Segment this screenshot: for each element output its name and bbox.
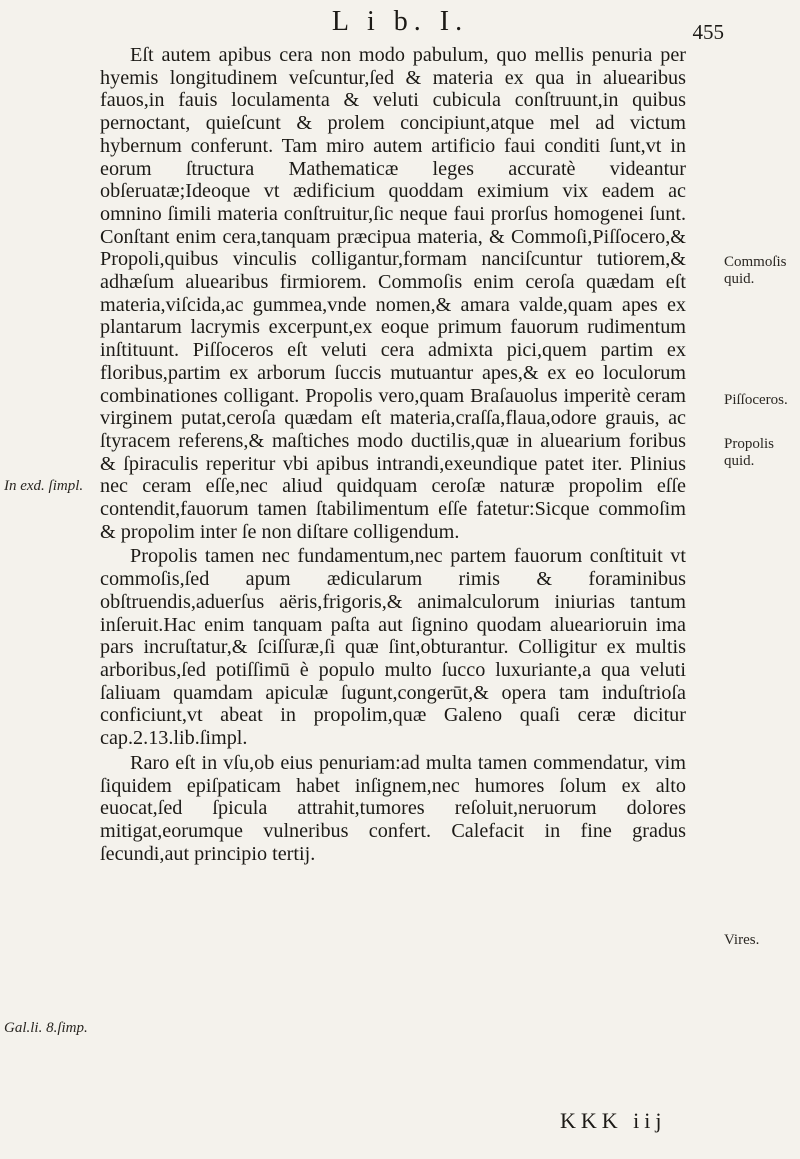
page-header <box>0 6 800 46</box>
running-head: L i b. I. <box>331 6 469 37</box>
margin-note-gal-li-8-simp: Gal.li. 8.ſimp. <box>4 1020 88 1036</box>
margin-note-propolis-quid: Propolis quid. <box>724 436 775 469</box>
paragraph-3: Raro eſt in vſu,ob eius penuriam:ad multa tamen commendatur, vim ſiquidem epiſpaticam habet inſignem,nec humores ſolum ex alto euocat,ſed ſpicula attrahit,tumores reſoluit,neruorum dolores mitigat,eorumque vulneribus confert. Calefacit in fine gradus ſecundi,aut principio tertij. <box>100 751 686 865</box>
main-text <box>100 44 686 865</box>
margin-note-commosis-quid: Commoſis quid. <box>724 254 787 287</box>
page-number: 455 <box>692 20 724 44</box>
margin-note-in-exd-simpl: In exd. ſimpl. <box>4 478 84 494</box>
paragraph-1: Eſt autem apibus cera non modo pabulum, quo mellis penuria per hyemis longitudinem veſcuntur,ſed & materia ex qua in aluearibus fauos,in fauis loculamenta & veluti cubicula conſtruunt,in quibus pernoctant, quieſcunt & prolem concipiunt,atque mel ad victum hybernum conferunt. Tam miro autem artificio faui conditi ſunt,vt in eorum ſtructura Mathematicæ leges accuratè videantur obſeruatæ;Ideoque vt ædificium quoddam eximium vix eadem ac omnino ſimili materia conſtruitur,ſic neque faui prorſus homogenei ſunt. Conſtant enim cera,tanquam præcipua materia, & Commoſi,Piſſocero,& Propoli,quibus vinculis colligantur,formam nanciſcuntur tutiorem,& adhæſum aluearibus firmiorem. Commoſis enim ceroſa quædam eſt materia,viſcida,ac gummea,vnde nomen,& amara valde,quam apes ex plantarum lacrymis excerpunt,ex eoque primum fauorum rudimentum inſtituunt. Piſſoceros eſt veluti cera admixta pici,quem partim ex floribus,partim ex arborum ſuccis mutuantur apes,& ex eo loculorum combinationes colligant. Propolis vero,quam Braſauolus imperitè ceram virginem putat,ceroſa quædam eſt materia,craſſa,flaua,odore grauis, ac ſtyracem referens,& maſtiches modo ductilis,quæ in aluearium foribus & ſpiraculis reperitur vbi apibus intrandi,exeundique patet iter. Plinius nec ceram eſſe,nec aliud quidquam ceroſæ naturæ propolim eſſe contendit,fauorum tamen ſtabilimentum eſſe fatetur:Sicque commoſim & propolim inter ſe non diſtare colligendum. <box>100 44 686 543</box>
margin-note-pissoceros: Piſſoceros. <box>724 392 788 408</box>
margin-note-vires: Vires. <box>724 932 760 948</box>
signature-mark: KKK iij <box>560 1108 667 1133</box>
paragraph-2: Propolis tamen nec fundamentum,nec partem fauorum conſtituit vt commoſis,ſed apum ædicularum rimis & foraminibus obſtruendis,aduerſus aëris,frigoris,& animalculorum iniurias tantum inſeruit.Hac enim tanquam paſta aut ſignino quodam aluearioruin ima pars incruſtatur,& ſciſſuræ,ſi quæ ſint,obturantur. Colligitur ex multis arboribus,ſed potiſſimū è populo multo ſucco luxuriante,a qua veluti ſaliuam quamdam apiculæ ſugunt,congerūt,& opera tam induſtrioſa conficiunt,vt abeat in propolim,quæ Galeno quaſi ceræ dicitur cap.2.13.lib.ſimpl. <box>100 545 686 750</box>
